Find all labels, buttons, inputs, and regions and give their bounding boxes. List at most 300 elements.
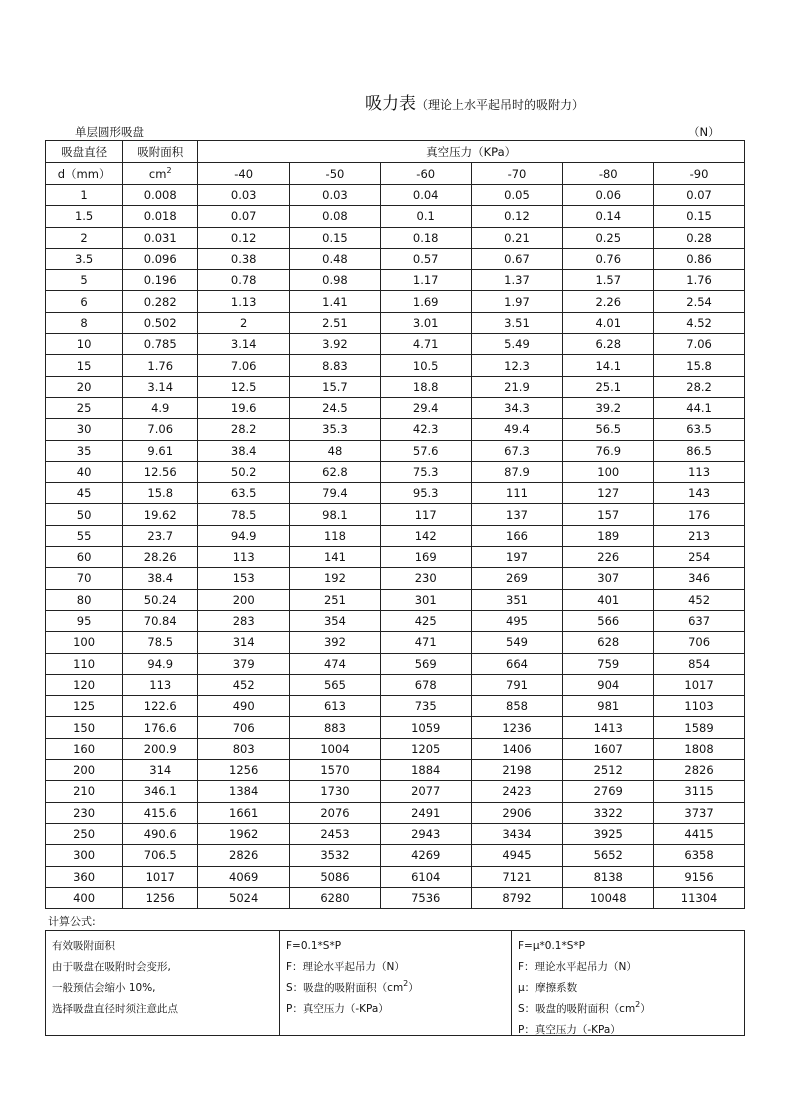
formula-label: 计算公式: xyxy=(48,915,96,928)
force-cell: 50.2 xyxy=(198,461,290,482)
force-cell: 1004 xyxy=(290,738,381,759)
force-cell: 0.21 xyxy=(471,227,563,248)
area-cell: 50.24 xyxy=(123,589,198,610)
area-cell: 0.502 xyxy=(123,312,198,333)
pressure-col: -40 xyxy=(198,163,290,185)
force-cell: 354 xyxy=(290,610,381,631)
force-cell: 3115 xyxy=(654,781,745,802)
force-cell: 0.04 xyxy=(380,185,471,206)
diameter-cell: 20 xyxy=(46,376,123,397)
table-row xyxy=(46,440,745,461)
force-cell: 10.5 xyxy=(380,355,471,376)
table-row xyxy=(46,845,745,866)
area-cell: 0.018 xyxy=(123,206,198,227)
force-cell: 566 xyxy=(563,610,654,631)
force-cell: 3737 xyxy=(654,802,745,823)
force-cell: 2512 xyxy=(563,760,654,781)
table-row xyxy=(46,397,745,418)
force-cell: 0.18 xyxy=(380,227,471,248)
diameter-cell: 125 xyxy=(46,696,123,717)
force-cell: 4069 xyxy=(198,866,290,887)
force-cell: 2077 xyxy=(380,781,471,802)
pressure-col: -80 xyxy=(563,163,654,185)
force-cell: 0.08 xyxy=(290,206,381,227)
f-description: F：理论水平起吊力（N） xyxy=(518,961,637,973)
force-cell: 495 xyxy=(471,610,563,631)
diameter-cell: 60 xyxy=(46,547,123,568)
force-cell: 57.6 xyxy=(380,440,471,461)
table-row xyxy=(46,802,745,823)
area-cell: 1256 xyxy=(123,887,198,908)
force-cell: 1962 xyxy=(198,823,290,844)
force-cell: 613 xyxy=(290,696,381,717)
table-row xyxy=(46,206,745,227)
force-cell: 0.03 xyxy=(198,185,290,206)
force-cell: 200 xyxy=(198,589,290,610)
force-cell: 8138 xyxy=(563,866,654,887)
force-cell: 0.78 xyxy=(198,270,290,291)
force-cell: 981 xyxy=(563,696,654,717)
force-cell: 283 xyxy=(198,610,290,631)
force-cell: 0.12 xyxy=(198,227,290,248)
force-cell: 6358 xyxy=(654,845,745,866)
force-cell: 0.67 xyxy=(471,248,563,269)
force-cell: 1.76 xyxy=(654,270,745,291)
force-cell: 1.69 xyxy=(380,291,471,312)
f-description: F：理论水平起吊力（N） xyxy=(286,961,405,973)
force-cell: 565 xyxy=(290,674,381,695)
force-cell: 0.57 xyxy=(380,248,471,269)
force-cell: 192 xyxy=(290,568,381,589)
table-row xyxy=(46,248,745,269)
force-cell: 0.1 xyxy=(380,206,471,227)
table-caption: 单层圆形吸盘 xyxy=(75,125,144,139)
mu-description: μ：摩擦系数 xyxy=(518,982,578,994)
table-row xyxy=(46,376,745,397)
force-cell: 2.26 xyxy=(563,291,654,312)
force-cell: 42.3 xyxy=(380,419,471,440)
force-cell: 3.14 xyxy=(198,334,290,355)
area-cell: 176.6 xyxy=(123,717,198,738)
pressure-header: 真空压力（KPa） xyxy=(198,141,745,163)
force-cell: 4.01 xyxy=(563,312,654,333)
force-cell: 78.5 xyxy=(198,504,290,525)
force-cell: 858 xyxy=(471,696,563,717)
force-cell: 2076 xyxy=(290,802,381,823)
force-cell: 142 xyxy=(380,525,471,546)
force-cell: 2.54 xyxy=(654,291,745,312)
force-cell: 269 xyxy=(471,568,563,589)
force-cell: 569 xyxy=(380,653,471,674)
force-cell: 15.7 xyxy=(290,376,381,397)
force-cell: 1.37 xyxy=(471,270,563,291)
force-cell: 471 xyxy=(380,632,471,653)
force-cell: 76.9 xyxy=(563,440,654,461)
notes-effective-area xyxy=(46,931,280,1035)
force-cell: 75.3 xyxy=(380,461,471,482)
table-row xyxy=(46,674,745,695)
force-cell: 100 xyxy=(563,461,654,482)
force-cell: 189 xyxy=(563,525,654,546)
diameter-cell: 250 xyxy=(46,823,123,844)
force-cell: 6.28 xyxy=(563,334,654,355)
force-cell: 226 xyxy=(563,547,654,568)
force-cell: 549 xyxy=(471,632,563,653)
force-cell: 4269 xyxy=(380,845,471,866)
area-header: 吸附面积 xyxy=(123,141,198,163)
page-title xyxy=(365,89,584,114)
force-cell: 1730 xyxy=(290,781,381,802)
force-cell: 4.52 xyxy=(654,312,745,333)
force-cell: 3.01 xyxy=(380,312,471,333)
suction-force-table xyxy=(45,140,745,909)
force-cell: 251 xyxy=(290,589,381,610)
area-cell: 70.84 xyxy=(123,610,198,631)
force-cell: 98.1 xyxy=(290,504,381,525)
force-cell: 664 xyxy=(471,653,563,674)
force-cell: 18.8 xyxy=(380,376,471,397)
force-cell: 2423 xyxy=(471,781,563,802)
force-cell: 1661 xyxy=(198,802,290,823)
force-cell: 0.48 xyxy=(290,248,381,269)
force-cell: 2453 xyxy=(290,823,381,844)
force-cell: 24.5 xyxy=(290,397,381,418)
table-row xyxy=(46,632,745,653)
force-cell: 0.12 xyxy=(471,206,563,227)
diameter-cell: 5 xyxy=(46,270,123,291)
force-cell: 10048 xyxy=(563,887,654,908)
area-cell: 346.1 xyxy=(123,781,198,802)
area-cell: 15.8 xyxy=(123,483,198,504)
force-cell: 7.06 xyxy=(198,355,290,376)
table-row xyxy=(46,887,745,908)
force-cell: 63.5 xyxy=(654,419,745,440)
diameter-cell: 6 xyxy=(46,291,123,312)
force-cell: 14.1 xyxy=(563,355,654,376)
force-cell: 157 xyxy=(563,504,654,525)
area-cell: 0.096 xyxy=(123,248,198,269)
area-cell: 0.031 xyxy=(123,227,198,248)
force-cell: 12.5 xyxy=(198,376,290,397)
s-description: S：吸盘的吸附面积$(cm^2)$ xyxy=(286,979,419,994)
force-cell: 1205 xyxy=(380,738,471,759)
force-cell: 12.3 xyxy=(471,355,563,376)
header-row-2 xyxy=(46,163,745,185)
force-cell: 452 xyxy=(198,674,290,695)
force-cell: 11304 xyxy=(654,887,745,908)
s-description: S：吸盘的吸附面积$(cm^2)$ xyxy=(518,1000,651,1015)
unit-label: （N） xyxy=(688,125,720,139)
force-cell: 7536 xyxy=(380,887,471,908)
area-cell: 1.76 xyxy=(123,355,198,376)
force-cell: 474 xyxy=(290,653,381,674)
formula-notes xyxy=(45,930,745,1036)
force-cell: 34.3 xyxy=(471,397,563,418)
note-line: 有效吸附面积 xyxy=(52,940,115,952)
force-cell: 392 xyxy=(290,632,381,653)
force-cell: 35.3 xyxy=(290,419,381,440)
force-cell: 5086 xyxy=(290,866,381,887)
force-cell: 0.15 xyxy=(654,206,745,227)
force-cell: 1017 xyxy=(654,674,745,695)
force-cell: 3532 xyxy=(290,845,381,866)
force-cell: 4.71 xyxy=(380,334,471,355)
force-cell: 127 xyxy=(563,483,654,504)
area-unit: $cm^2$ xyxy=(123,163,198,185)
force-cell: 1.41 xyxy=(290,291,381,312)
table-row xyxy=(46,696,745,717)
title-main: 吸力表 xyxy=(365,94,416,114)
force-cell: 153 xyxy=(198,568,290,589)
force-cell: 628 xyxy=(563,632,654,653)
note-line: 一般预估会缩小 10%, xyxy=(52,982,156,994)
force-cell: 3.92 xyxy=(290,334,381,355)
table-row xyxy=(46,738,745,759)
force-cell: 314 xyxy=(198,632,290,653)
formula: F=0.1*S*P xyxy=(286,940,342,952)
force-cell: 0.14 xyxy=(563,206,654,227)
area-cell: 0.785 xyxy=(123,334,198,355)
force-cell: 0.07 xyxy=(198,206,290,227)
diameter-cell: 50 xyxy=(46,504,123,525)
force-cell: 0.07 xyxy=(654,185,745,206)
force-cell: 0.38 xyxy=(198,248,290,269)
force-cell: 490 xyxy=(198,696,290,717)
area-cell: 200.9 xyxy=(123,738,198,759)
area-cell: 490.6 xyxy=(123,823,198,844)
force-cell: 1103 xyxy=(654,696,745,717)
table-row xyxy=(46,589,745,610)
force-cell: 401 xyxy=(563,589,654,610)
area-cell: 94.9 xyxy=(123,653,198,674)
force-cell: 143 xyxy=(654,483,745,504)
force-cell: 7121 xyxy=(471,866,563,887)
area-cell: 1017 xyxy=(123,866,198,887)
force-cell: 2769 xyxy=(563,781,654,802)
area-cell: 38.4 xyxy=(123,568,198,589)
area-cell: 314 xyxy=(123,760,198,781)
force-cell: 1607 xyxy=(563,738,654,759)
diameter-cell: 30 xyxy=(46,419,123,440)
title-subtitle: （理论上水平起吊时的吸附力） xyxy=(416,98,585,112)
force-cell: 1236 xyxy=(471,717,563,738)
diameter-cell: 1.5 xyxy=(46,206,123,227)
force-cell: 0.86 xyxy=(654,248,745,269)
table-row xyxy=(46,461,745,482)
diameter-cell: 80 xyxy=(46,589,123,610)
diameter-cell: 95 xyxy=(46,610,123,631)
table-row xyxy=(46,483,745,504)
force-cell: 1384 xyxy=(198,781,290,802)
area-cell: 706.5 xyxy=(123,845,198,866)
force-cell: 678 xyxy=(380,674,471,695)
force-cell: 141 xyxy=(290,547,381,568)
force-cell: 2943 xyxy=(380,823,471,844)
table-row xyxy=(46,547,745,568)
force-cell: 2906 xyxy=(471,802,563,823)
force-cell: 7.06 xyxy=(654,334,745,355)
force-cell: 2 xyxy=(198,312,290,333)
force-cell: 38.4 xyxy=(198,440,290,461)
force-cell: 301 xyxy=(380,589,471,610)
force-cell: 1.57 xyxy=(563,270,654,291)
p-description: P：真空压力（-KPa） xyxy=(286,1003,389,1015)
force-cell: 351 xyxy=(471,589,563,610)
force-cell: 87.9 xyxy=(471,461,563,482)
table-row xyxy=(46,653,745,674)
force-cell: 176 xyxy=(654,504,745,525)
force-cell: 0.15 xyxy=(290,227,381,248)
force-cell: 197 xyxy=(471,547,563,568)
force-cell: 19.6 xyxy=(198,397,290,418)
force-cell: 28.2 xyxy=(654,376,745,397)
diameter-cell: 400 xyxy=(46,887,123,908)
force-cell: 118 xyxy=(290,525,381,546)
area-cell: 113 xyxy=(123,674,198,695)
force-cell: 79.4 xyxy=(290,483,381,504)
diameter-cell: 10 xyxy=(46,334,123,355)
force-cell: 6104 xyxy=(380,866,471,887)
area-cell: 78.5 xyxy=(123,632,198,653)
force-cell: 137 xyxy=(471,504,563,525)
table-row xyxy=(46,334,745,355)
force-cell: 2198 xyxy=(471,760,563,781)
diameter-cell: 210 xyxy=(46,781,123,802)
force-cell: 5024 xyxy=(198,887,290,908)
p-description: P：真空压力（-KPa） xyxy=(518,1024,621,1036)
force-cell: 15.8 xyxy=(654,355,745,376)
pressure-col: -70 xyxy=(471,163,563,185)
force-cell: 44.1 xyxy=(654,397,745,418)
force-cell: 735 xyxy=(380,696,471,717)
force-cell: 0.28 xyxy=(654,227,745,248)
diameter-cell: 150 xyxy=(46,717,123,738)
force-cell: 854 xyxy=(654,653,745,674)
area-cell: 0.282 xyxy=(123,291,198,312)
force-cell: 62.8 xyxy=(290,461,381,482)
force-cell: 113 xyxy=(198,547,290,568)
diameter-cell: 55 xyxy=(46,525,123,546)
force-cell: 213 xyxy=(654,525,745,546)
table-row xyxy=(46,419,745,440)
force-cell: 3322 xyxy=(563,802,654,823)
table-row xyxy=(46,717,745,738)
force-cell: 2.51 xyxy=(290,312,381,333)
diameter-cell: 100 xyxy=(46,632,123,653)
diameter-cell: 110 xyxy=(46,653,123,674)
notes-vertical-formula xyxy=(280,931,512,1035)
force-cell: 1059 xyxy=(380,717,471,738)
force-cell: 25.1 xyxy=(563,376,654,397)
force-cell: 0.25 xyxy=(563,227,654,248)
force-cell: 452 xyxy=(654,589,745,610)
force-cell: 1413 xyxy=(563,717,654,738)
diameter-cell: 8 xyxy=(46,312,123,333)
force-cell: 1589 xyxy=(654,717,745,738)
diameter-header: 吸盘直径 xyxy=(46,141,123,163)
force-cell: 1884 xyxy=(380,760,471,781)
table-row xyxy=(46,355,745,376)
force-cell: 8792 xyxy=(471,887,563,908)
area-cell: 0.196 xyxy=(123,270,198,291)
force-cell: 254 xyxy=(654,547,745,568)
force-cell: 425 xyxy=(380,610,471,631)
table-row xyxy=(46,312,745,333)
diameter-cell: 200 xyxy=(46,760,123,781)
force-cell: 346 xyxy=(654,568,745,589)
force-cell: 67.3 xyxy=(471,440,563,461)
table-row xyxy=(46,504,745,525)
diameter-unit: d（mm） xyxy=(46,163,123,185)
force-cell: 3.51 xyxy=(471,312,563,333)
force-cell: 29.4 xyxy=(380,397,471,418)
diameter-cell: 35 xyxy=(46,440,123,461)
force-cell: 0.05 xyxy=(471,185,563,206)
diameter-cell: 15 xyxy=(46,355,123,376)
force-cell: 230 xyxy=(380,568,471,589)
table-row xyxy=(46,610,745,631)
force-cell: 117 xyxy=(380,504,471,525)
force-cell: 1406 xyxy=(471,738,563,759)
force-cell: 1.17 xyxy=(380,270,471,291)
force-cell: 307 xyxy=(563,568,654,589)
force-cell: 21.9 xyxy=(471,376,563,397)
force-cell: 86.5 xyxy=(654,440,745,461)
table-row xyxy=(46,866,745,887)
table-row xyxy=(46,227,745,248)
table-row xyxy=(46,270,745,291)
force-cell: 5652 xyxy=(563,845,654,866)
note-line: 选择吸盘直径时须注意此点 xyxy=(52,1003,178,1015)
area-cell: 28.26 xyxy=(123,547,198,568)
force-cell: 1570 xyxy=(290,760,381,781)
force-cell: 1.97 xyxy=(471,291,563,312)
table-row xyxy=(46,781,745,802)
pressure-col: -60 xyxy=(380,163,471,185)
diameter-cell: 1 xyxy=(46,185,123,206)
force-cell: 8.83 xyxy=(290,355,381,376)
formula: F=μ*0.1*S*P xyxy=(518,940,585,952)
area-cell: 12.56 xyxy=(123,461,198,482)
diameter-cell: 300 xyxy=(46,845,123,866)
force-cell: 3925 xyxy=(563,823,654,844)
force-cell: 63.5 xyxy=(198,483,290,504)
force-cell: 3434 xyxy=(471,823,563,844)
force-cell: 0.76 xyxy=(563,248,654,269)
pressure-col: -50 xyxy=(290,163,381,185)
force-cell: 4945 xyxy=(471,845,563,866)
force-cell: 706 xyxy=(198,717,290,738)
table-row xyxy=(46,291,745,312)
force-cell: 4415 xyxy=(654,823,745,844)
diameter-cell: 70 xyxy=(46,568,123,589)
diameter-cell: 230 xyxy=(46,802,123,823)
force-cell: 791 xyxy=(471,674,563,695)
force-cell: 1.13 xyxy=(198,291,290,312)
diameter-cell: 2 xyxy=(46,227,123,248)
force-cell: 803 xyxy=(198,738,290,759)
diameter-cell: 160 xyxy=(46,738,123,759)
diameter-cell: 25 xyxy=(46,397,123,418)
area-cell: 19.62 xyxy=(123,504,198,525)
area-cell: 0.008 xyxy=(123,185,198,206)
diameter-cell: 120 xyxy=(46,674,123,695)
force-cell: 95.3 xyxy=(380,483,471,504)
diameter-cell: 3.5 xyxy=(46,248,123,269)
area-cell: 9.61 xyxy=(123,440,198,461)
diameter-cell: 360 xyxy=(46,866,123,887)
area-cell: 122.6 xyxy=(123,696,198,717)
